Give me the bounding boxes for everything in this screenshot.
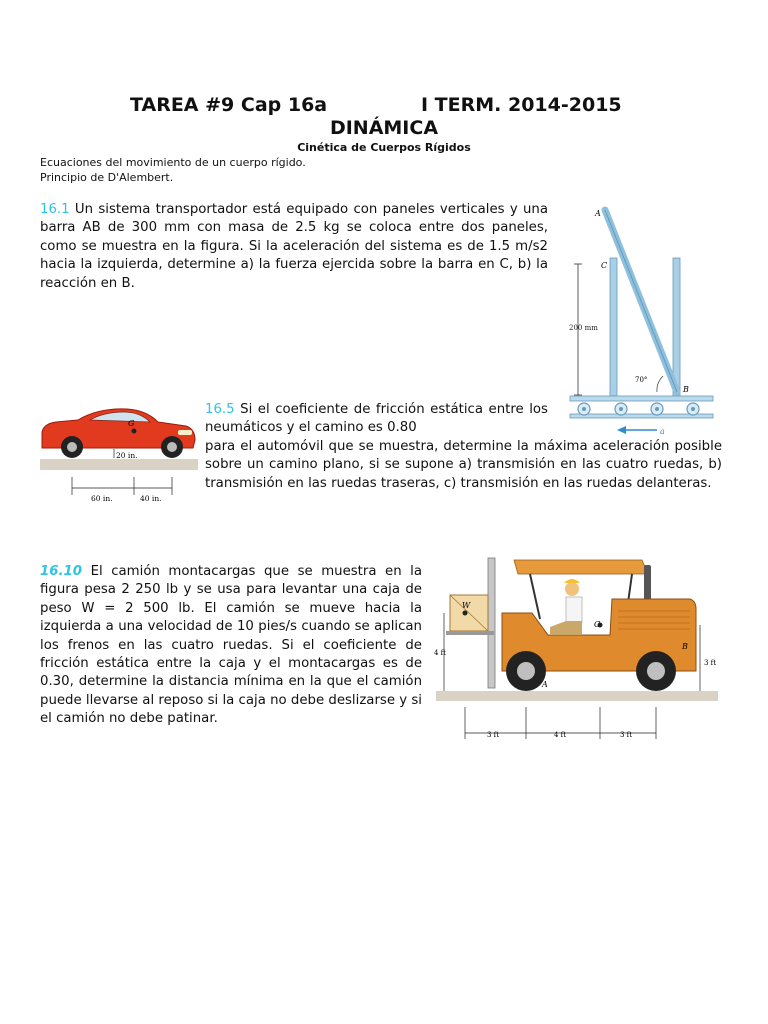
problem-16-5: [205, 401, 722, 493]
problem-number: 16.1: [40, 202, 70, 217]
ground: [436, 691, 718, 701]
problem-16-1: [40, 201, 548, 293]
title-left: TAREA #9 Cap 16a: [130, 94, 328, 116]
dim-1: 3 ft: [487, 731, 500, 739]
label-g: G: [128, 419, 135, 428]
label-b: B: [682, 642, 688, 651]
label-a: A: [595, 209, 601, 218]
problem-text-rest: para el automóvil que se muestra, determine la máxima aceleración posible sobre un camino plano, si se supone a) transmisión en las cuatro ruedas, b) transmisión en las ruedas traseras, c) transmisión en las ruedas delanteras.: [205, 438, 722, 491]
problem-number: 16.10: [40, 564, 83, 579]
left-panel: [610, 258, 617, 396]
intro-line-1: Ecuaciones del movimiento de un cuerpo rígido.: [40, 156, 306, 169]
problem-text-short: Si el coeficiente de fricción estática entre los neumáticos y el camino es 0.80: [205, 402, 548, 436]
intro-text: [40, 155, 306, 185]
driver: [565, 582, 579, 596]
dim-height-left: 4 ft: [434, 649, 447, 657]
label-c: C: [594, 620, 601, 629]
intro-line-2: Principio de D'Alembert.: [40, 171, 174, 184]
dim-2: 4 ft: [554, 731, 567, 739]
mast: [488, 558, 495, 688]
angle-label: 70°: [635, 376, 648, 384]
problem-short-text: [205, 401, 548, 438]
label-w: W: [462, 601, 471, 610]
title-line2: DINÁMICA: [329, 117, 439, 139]
figure-car: [38, 400, 200, 508]
problem-number: 16.5: [205, 402, 235, 417]
center-of-gravity: [132, 429, 137, 434]
title-right: I TERM. 2014-2015: [421, 94, 622, 116]
dim-right: 40 in.: [140, 494, 162, 503]
figure-forklift: [432, 553, 722, 745]
label-c: C: [601, 261, 608, 270]
dim-height: 20 in.: [116, 451, 138, 460]
dim-200mm: 200 mm: [569, 324, 598, 332]
dim-3: 3 ft: [620, 731, 633, 739]
dim-height-right: 3 ft: [704, 659, 717, 667]
problem-text: El camión montacargas que se muestra en la figura pesa 2 250 lb y se usa para levantar una caja de peso W = 2 500 lb. El camión se mueve hacia la izquierda a una velocidad de 10 pies/s cuando se aplican los frenos en las cuatro ruedas. Si el coeficiente de fricción estática entre la caja y el montacargas es de 0.30, determine la distancia mínima en la que el camión puede llevarse al reposo si la caja no debe deslizarse y si el camión no debe patinar.: [40, 564, 422, 727]
dim-left: 60 in.: [91, 494, 113, 503]
canopy: [514, 560, 648, 574]
ground: [40, 459, 198, 470]
label-b: B: [683, 385, 689, 394]
accel-label: a: [660, 427, 665, 436]
problem-16-10: [40, 563, 422, 729]
problem-text: Un sistema transportador está equipado con paneles verticales y una barra AB de 300 mm con masa de 2.5 kg se coloca entre dos paneles, como se muestra en la figura. Si la aceleración del sistema es de 1.5 m/s2 hacia la izquierda, determine a) la fuerza ejercida sobre la barra en C, b) la reacción en B.: [40, 202, 548, 291]
subtitle: Cinética de Cuerpos Rígidos: [297, 141, 471, 154]
label-a: A: [542, 680, 548, 689]
